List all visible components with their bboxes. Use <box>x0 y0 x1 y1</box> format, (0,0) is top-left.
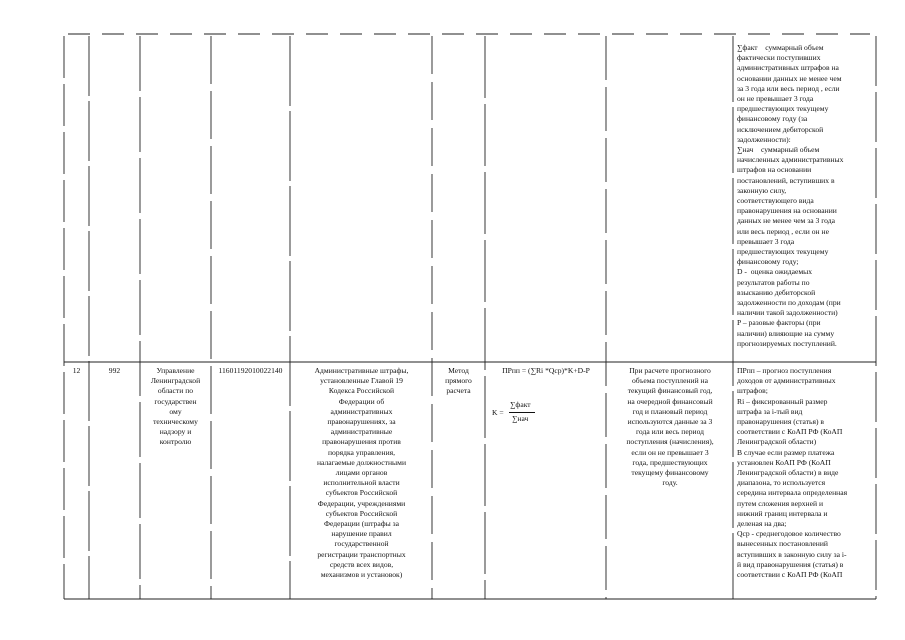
forecast-method: Метод прямого расчета <box>445 366 472 396</box>
organization-name: Управление Ленинградской области по государствен ому техническому надзору и контролю <box>150 366 201 447</box>
k-formula-denominator: ∑нач <box>512 414 529 423</box>
indicator-description: ПРпп – прогноз поступления доходов от административных штрафов; Ri – фиксированный размер штрафа за i-тый вид правонарушения (статья) в соответствии с КоАП РФ (КоАП Ленинградской области) В случае если размер платежа установлен КоАП РФ (КоАП Ленинградской области) в виде диапазона, то используется середина интервала определенная путем сложения верхней и нижний границ интервала и деленая на два; Qср - среднегодовое количество вынесенных постановлений вступивших в законную силу за i- й вид правонарушения (статья) в соответствии с КоАП РФ (КоАП <box>737 366 848 580</box>
admin-code: 992 <box>108 366 121 375</box>
forecast-formula: ПРпп = (∑Ri *Qср)*K+D-P <box>502 366 590 375</box>
calculation-algorithm: При расчете прогнозного объема поступлений на текущий финансовый год, на очередной финансовый год и плановый период используются данные за 3 года или весь период поступления (начисления), если он не превышает 3 года, предшествующих текущему финансовому году. <box>626 366 714 488</box>
k-formula-fraction-bar <box>509 412 535 413</box>
k-formula-label: K = <box>492 408 504 417</box>
k-formula-numerator: ∑факт <box>510 400 531 409</box>
revenue-name: Административные штрафы, установленные Главой 19 Кодекса Российской Федерации об административных правонарушениях, за административные правонарушения против порядка управления, налагаемые должностными лицами органов исполнительной власти субъектов Российской Федерации, учреждениями субъектов Российской Федерации (штрафы за нарушение правил государственной регистрации транспортных средств всех видов, механизмов и установок) <box>314 366 409 580</box>
kbk-code: 11601192010022140 <box>218 366 283 375</box>
description-continued: ∑факт суммарный объем фактически поступивших административных штрафов на основании данных не менее чем за 3 года или весь период , если он не превышает 3 года предшествующих текущему финансовому году (за исключением дебиторской задолженности): ∑нач суммарный объем начисленных административных штрафов на основании постановлений, вступивших в законную силу, соответствующего вида правонарушения на основании данных не менее чем за 3 года или весь период , если он не превышает 3 года предшествующих текущему финансовому году; D - оценка ожидаемых результатов работы по взысканию дебиторской задолженности по доходам (при наличии такой задолженности) P – разовые факторы (при наличии) влияющие на сумму прогнозируемых поступлений. <box>737 43 844 348</box>
row-number: 12 <box>72 366 81 375</box>
